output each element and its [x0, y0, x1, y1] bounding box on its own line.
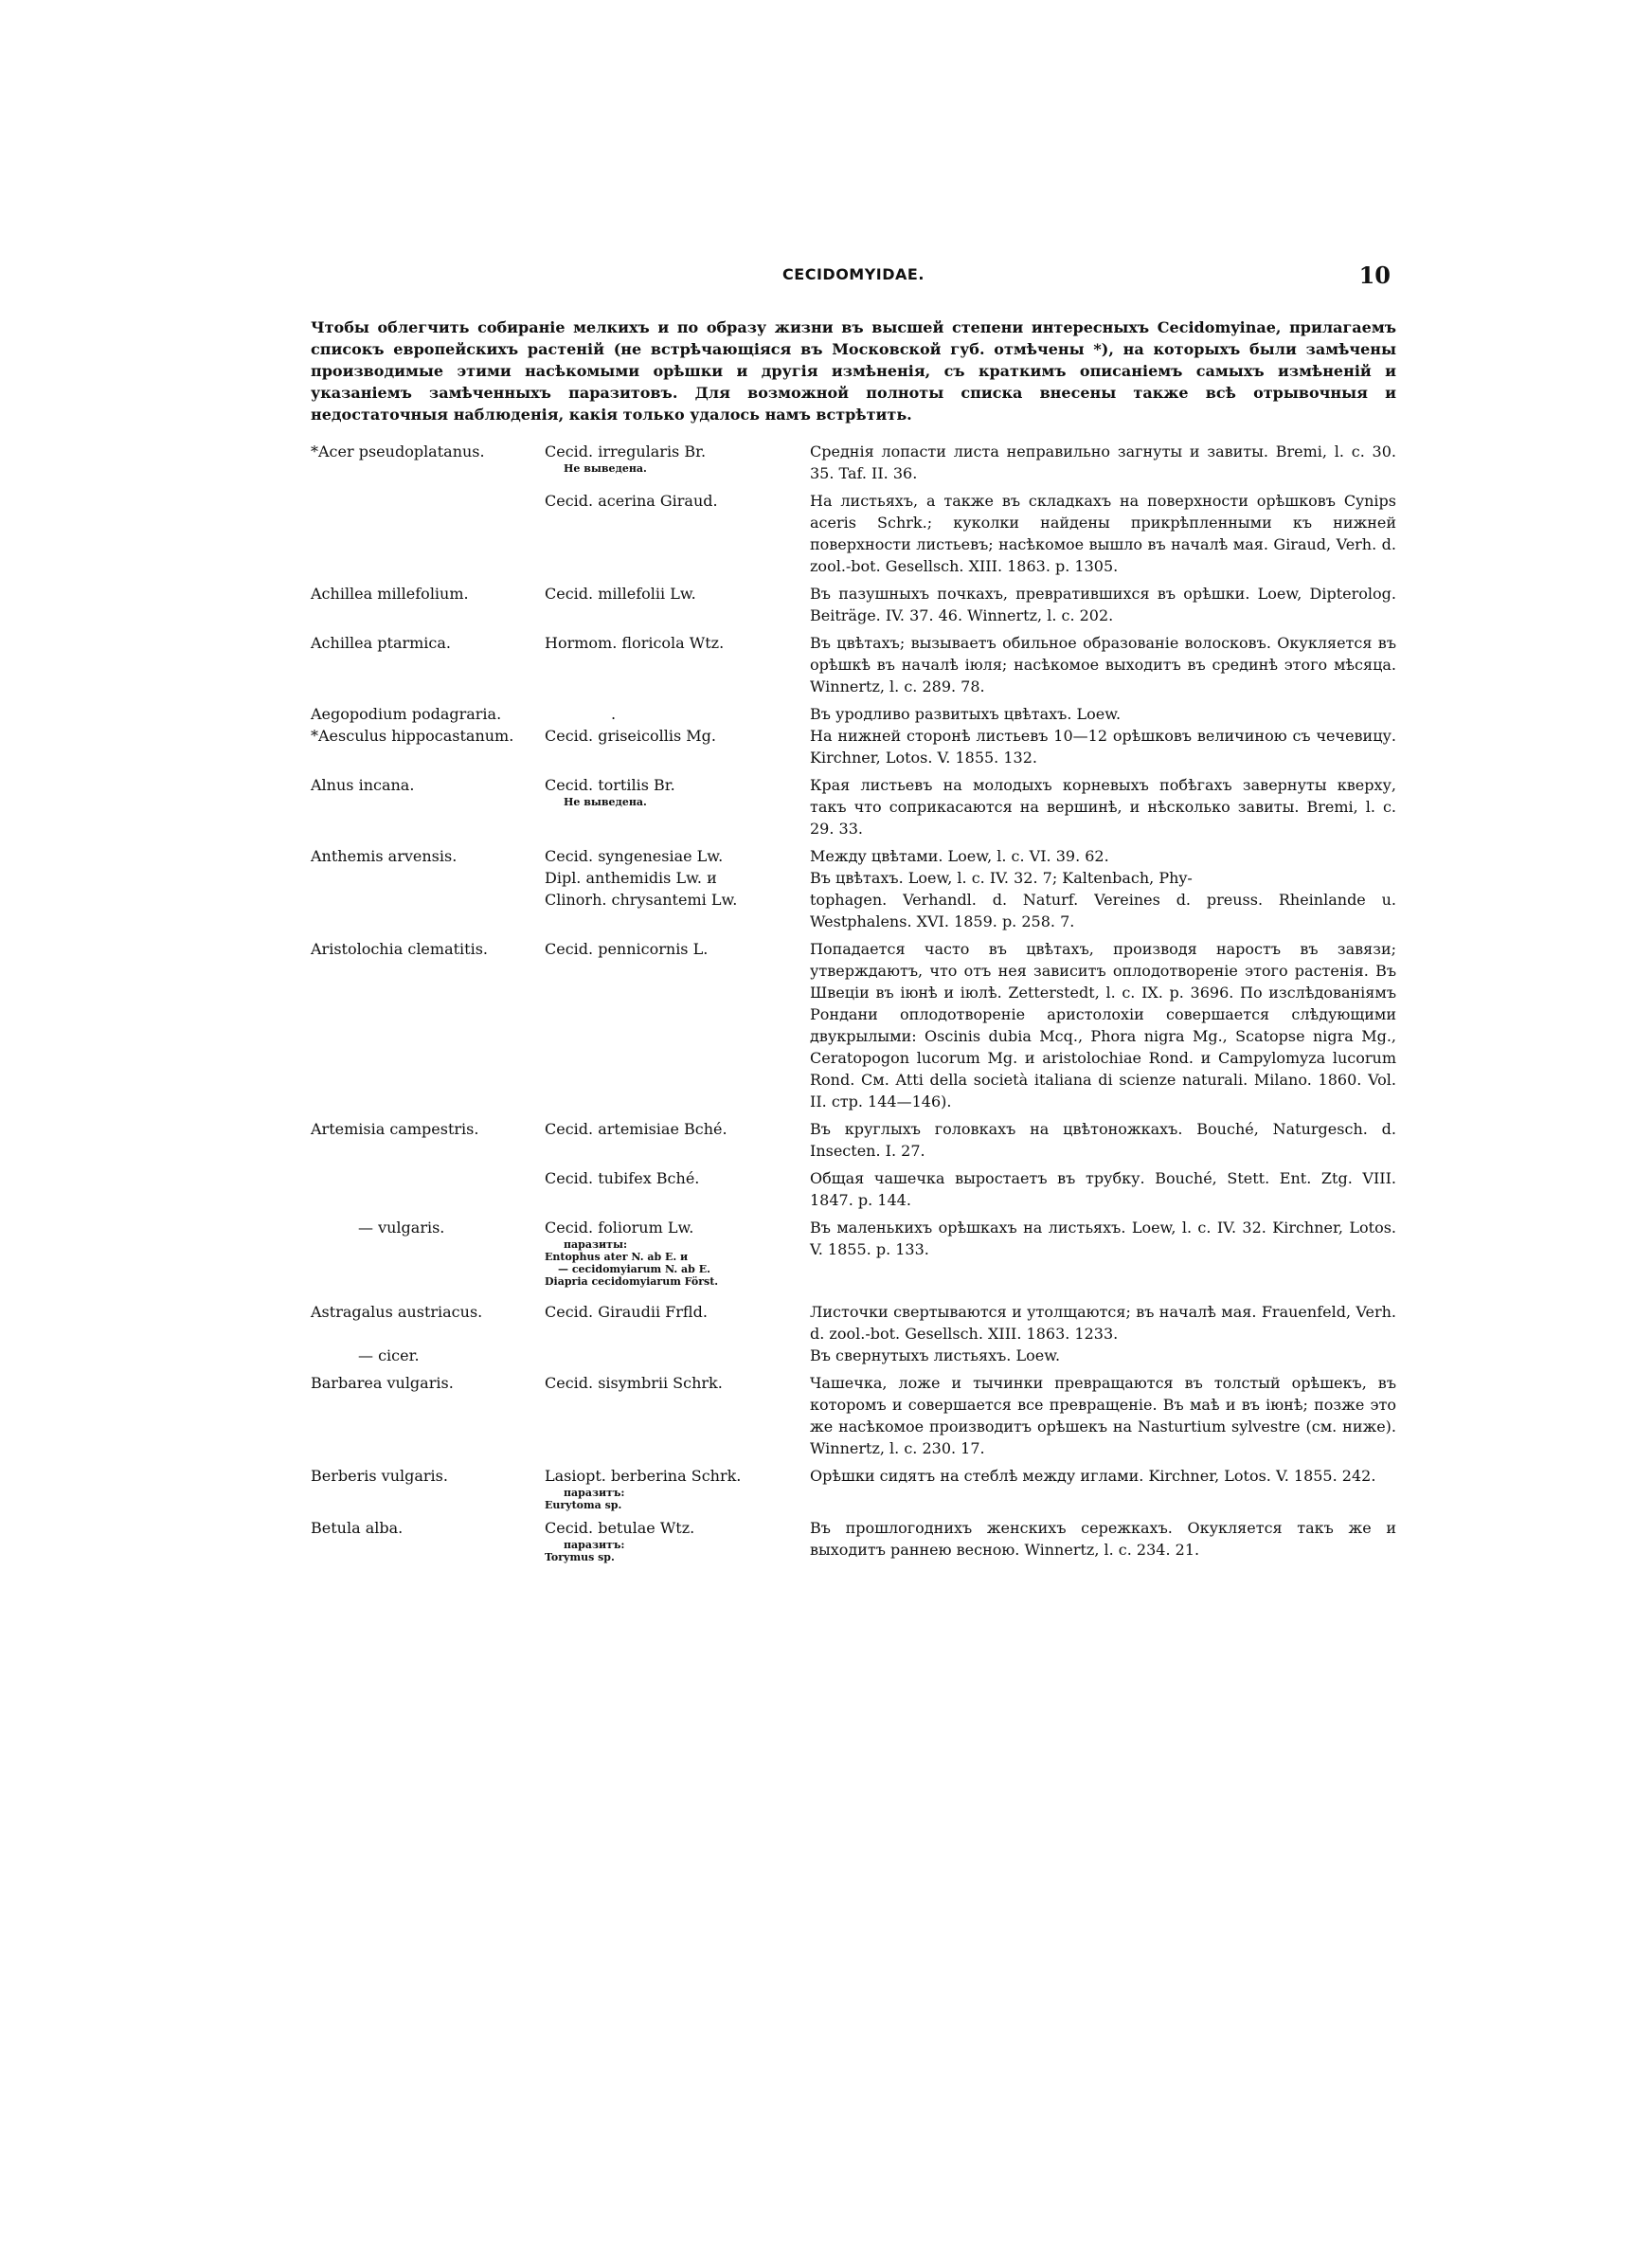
species-list: [311, 441, 1396, 1563]
cecid-name: Clinorh. chrysantemi Lw.: [545, 891, 738, 909]
description: Края листьевъ на молодыхъ корневыхъ побѣгахъ завернуты кверху, такъ что соприкасаются на вершинѣ, и нѣсколько завиты. Bremi, l. c. 29. 33.: [810, 776, 1396, 838]
page-number: 10: [1358, 262, 1391, 289]
cecid-label: Cecid. foliorum Lw.: [545, 1219, 694, 1237]
parasites-heading: паразитъ:: [564, 1487, 625, 1499]
cecid-name: [545, 1217, 810, 1288]
list-item: [311, 1345, 1396, 1366]
parasite-name: Entophus ater N. ab E. и: [545, 1251, 689, 1263]
cecid-label: Cecid. betulae Wtz.: [545, 1519, 695, 1537]
description: Въ пазушныхъ почкахъ, превратившихся въ орѣшки. Loew, Dipterolog. Beiträge. IV. 37. 46. Winnertz, l. c. 202.: [810, 585, 1396, 624]
cecid-name: .: [611, 705, 617, 723]
cecid-name: Cecid. millefolii Lw.: [545, 585, 696, 603]
plant-name: *Acer pseudoplatanus.: [311, 442, 485, 460]
description: На листьяхъ, а также въ складкахъ на поверхности орѣшковъ Cynips aceris Schrk.; куколки найдены прикрѣпленными къ нижней поверхности листьевъ; насѣкомое вышло въ началѣ мая. Giraud, Verh. d. zool.-bot. Gesellsch. XIII. 1863. p. 1305.: [810, 492, 1396, 575]
list-item: [311, 889, 1396, 932]
description: Общая чашечка выростаетъ въ трубку. Bouché, Stett. Ent. Ztg. VIII. 1847. p. 144.: [810, 1169, 1396, 1209]
cecid-name: [545, 441, 810, 484]
cecid-name: Cecid. acerina Giraud.: [545, 492, 718, 510]
list-item: [311, 1118, 1396, 1162]
cecid-name: Hormom. floricola Wtz.: [545, 634, 725, 652]
plant-name: Achillea millefolium.: [311, 585, 469, 603]
parasite-name: Torymus sp.: [545, 1551, 615, 1563]
description: tophagen. Verhandl. d. Naturf. Vereines d. preuss. Rheinlande u. Westphalens. XVI. 1859. p. 258. 7.: [810, 891, 1396, 930]
cecid-name: [545, 1465, 810, 1511]
description: Въ свернутыхъ листьяхъ. Loew.: [810, 1346, 1061, 1364]
intro-paragraph: Чтобы облегчить собираніе мелкихъ и по образу жизни въ высшей степени интересныхъ Cecidomyinae, прилагаемъ списокъ европейскихъ растеній (не встрѣчающіяся въ Московской губ. отмѣчены *), на которыхъ были замѣчены производимые этими насѣкомыми орѣшки и другія измѣненія, съ краткимъ описаніемъ самыхъ измѣненій и указаніемъ замѣченныхъ паразитовъ. Для возможной полноты списка внесены также всѣ отрывочныя и недостаточныя наблюденія, какія только удалось намъ встрѣтить.: [311, 318, 1396, 424]
list-item: [311, 1372, 1396, 1459]
description: Въ цвѣтахъ. Loew, l. c. IV. 32. 7; Kaltenbach, Phy-: [810, 869, 1193, 887]
cecid-remark: Не выведена.: [564, 796, 647, 808]
page: [311, 262, 1396, 1563]
plant-name: Artemisia campestris.: [311, 1120, 479, 1138]
list-item: [311, 1217, 1396, 1288]
plant-name: [311, 1167, 545, 1211]
plant-name: — cicer.: [358, 1346, 420, 1364]
description: Въ цвѣтахъ; вызываетъ обильное образованіе волосковъ. Окукляется въ орѣшкѣ въ началѣ іюля; насѣкомое выходитъ въ срединѣ этого мѣсяца. Winnertz, l. c. 289. 78.: [810, 634, 1396, 695]
parasites-heading: паразиты:: [564, 1238, 628, 1251]
cecid-label: Cecid. irregularis Br.: [545, 442, 707, 460]
list-item: [311, 632, 1396, 697]
plant-name: *Aesculus hippocastanum.: [311, 727, 514, 745]
plant-name: Alnus incana.: [311, 776, 415, 794]
cecid-name: Cecid. pennicornis L.: [545, 940, 709, 958]
plant-name: Aegopodium podagraria.: [311, 705, 502, 723]
plant-name: — vulgaris.: [358, 1219, 445, 1237]
list-item: [311, 1301, 1396, 1345]
plant-name: [311, 889, 545, 932]
cecid-name: Cecid. griseicollis Mg.: [545, 727, 716, 745]
parasite-name: Diapria cecidomyiarum Först.: [545, 1275, 719, 1288]
cecid-name: Cecid. sisymbrii Schrk.: [545, 1374, 723, 1392]
list-item: [311, 441, 1396, 484]
cecid-name: Cecid. syngenesiae Lw.: [545, 847, 724, 865]
description: Среднія лопасти листа неправильно загнуты и завиты. Bremi, l. c. 30. 35. Taf. II. 36.: [810, 442, 1396, 482]
description: Чашечка, ложе и тычинки превращаются въ толстый орѣшекъ, въ которомъ и совершается все превращеніе. Въ маѣ и въ іюнѣ; позже это же насѣкомое производитъ орѣшекъ на Nasturtium sylvestre (см. ниже). Winnertz, l. c. 230. 17.: [810, 1374, 1396, 1457]
list-item: [311, 1517, 1396, 1563]
plant-name: Barbarea vulgaris.: [311, 1374, 454, 1392]
cecid-name: [545, 1345, 810, 1366]
description: Въ прошлогоднихъ женскихъ сережкахъ. Окукляется такъ же и выходитъ раннею весною. Winnertz, l. c. 234. 21.: [810, 1519, 1396, 1559]
description: На нижней сторонѣ листьевъ 10—12 орѣшковъ величиною съ чечевицу. Kirchner, Lotos. V. 1855. 132.: [810, 727, 1396, 767]
list-item: [311, 938, 1396, 1112]
plant-name: Betula alba.: [311, 1519, 404, 1537]
plant-name: Astragalus austriacus.: [311, 1303, 483, 1321]
description: Въ уродливо развитыхъ цвѣтахъ. Loew.: [810, 705, 1122, 723]
plant-name: Achillea ptarmica.: [311, 634, 451, 652]
description: Листочки свертываются и утолщаются; въ началѣ мая. Frauenfeld, Verh. d. zool.-bot. Gesellsch. XIII. 1863. 1233.: [810, 1303, 1396, 1343]
parasites-heading: паразитъ:: [564, 1539, 625, 1551]
list-item: [311, 774, 1396, 840]
running-head: CECIDOMYIDAE.: [782, 265, 925, 283]
cecid-label: Lasiopt. berberina Schrk.: [545, 1467, 742, 1485]
description: Попадается часто въ цвѣтахъ, производя наростъ въ завязи; утверждаютъ, что отъ нея зависитъ оплодотвореніе этого растенія. Въ Швеціи въ іюнѣ и іюлѣ. Zetterstedt, l. c. IX. p. 3696. По изслѣдованіямъ Рондани оплодотвореніе аристолохіи совершается слѣдующими двукрылыми: Oscinis dubia Mcq., Phora nigra Mg., Scatopse nigra Mg., Ceratopogon lucorum Mg. и aristolochiae Rond. и Campylomyza lucorum Rond. См. Atti della società italiana di scienze naturali. Milano. 1860. Vol. II. стр. 144—146).: [810, 940, 1396, 1110]
cecid-name: Cecid. tubifex Bché.: [545, 1169, 700, 1187]
list-item: [311, 1465, 1396, 1511]
description: Въ круглыхъ головкахъ на цвѣтоножкахъ. Bouché, Naturgesch. d. Insecten. I. 27.: [810, 1120, 1396, 1160]
parasite-name: Eurytoma sp.: [545, 1499, 622, 1511]
cecid-name: Cecid. artemisiae Bché.: [545, 1120, 727, 1138]
cecid-name: [545, 1517, 810, 1563]
list-item: [311, 490, 1396, 577]
parasite-name: — cecidomyiarum N. ab E.: [558, 1263, 710, 1275]
cecid-name: Dipl. anthemidis Lw. и: [545, 869, 717, 887]
cecid-label: Cecid. tortilis Br.: [545, 776, 675, 794]
plant-name: [311, 490, 545, 577]
description: Въ маленькихъ орѣшкахъ на листьяхъ. Loew, l. c. IV. 32. Kirchner, Lotos. V. 1855. p. 133.: [810, 1219, 1396, 1258]
list-item: [311, 845, 1396, 867]
description: Орѣшки сидятъ на стеблѣ между иглами. Kirchner, Lotos. V. 1855. 242.: [810, 1467, 1376, 1485]
list-item: [311, 583, 1396, 626]
cecid-remark: Не выведена.: [564, 462, 647, 475]
cecid-name: [545, 774, 810, 840]
plant-name: Anthemis arvensis.: [311, 847, 458, 865]
list-item: [311, 867, 1396, 889]
list-item: [311, 703, 1396, 725]
list-item: [311, 1167, 1396, 1211]
plant-name: Aristolochia clematitis.: [311, 940, 488, 958]
description: Между цвѣтами. Loew, l. c. VI. 39. 62.: [810, 847, 1109, 865]
page-header: [311, 262, 1396, 305]
plant-name: [311, 867, 545, 889]
list-item: [311, 725, 1396, 768]
plant-name: Berberis vulgaris.: [311, 1467, 448, 1485]
cecid-name: Cecid. Giraudii Frfld.: [545, 1303, 708, 1321]
